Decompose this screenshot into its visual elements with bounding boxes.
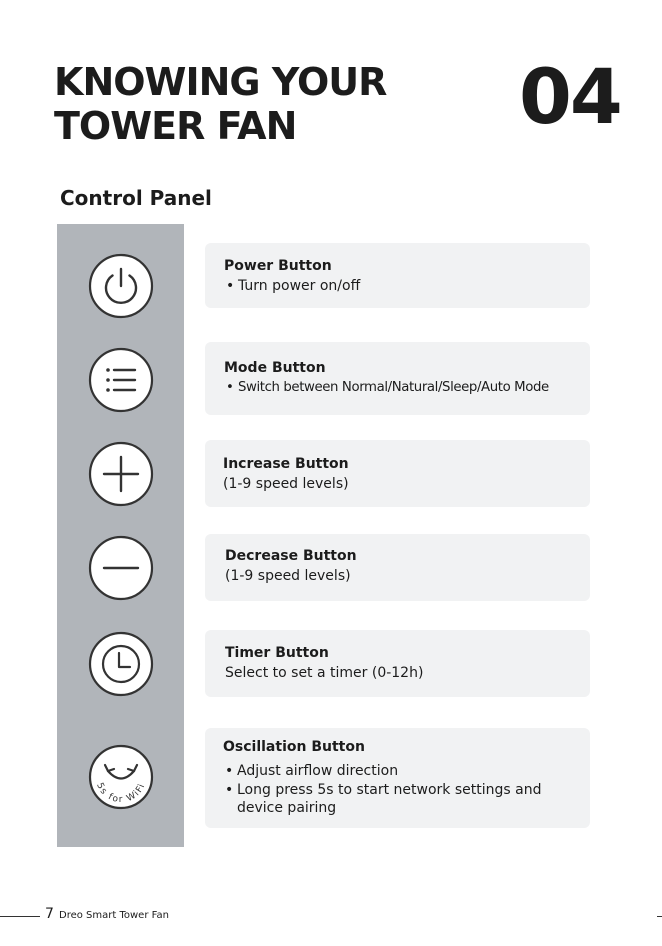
footer-rule-right: [657, 916, 662, 917]
title-line-1: KNOWING YOUR: [54, 60, 387, 104]
mode-list-icon: [88, 347, 154, 413]
card-bullet: • Long press 5s to start network settings and device pairing: [223, 781, 566, 817]
timer-button-card: [205, 630, 590, 697]
minus-icon: [88, 535, 154, 601]
title-line-2: TOWER FAN: [54, 104, 297, 148]
section-title: Control Panel: [60, 186, 212, 210]
card-title: Increase Button: [223, 456, 349, 472]
page-title: [54, 60, 386, 148]
section-number: 04: [519, 52, 621, 141]
footer-rule: [0, 916, 40, 917]
card-text: Select to set a timer (0-12h): [225, 665, 424, 681]
increase-button-card: [205, 440, 590, 507]
clock-icon: [88, 631, 154, 697]
mode-button-card: [205, 342, 590, 415]
page-number: 7: [45, 906, 54, 922]
footer-product: Dreo Smart Tower Fan: [59, 910, 169, 921]
power-button-card: [205, 243, 590, 308]
card-title: Mode Button: [224, 360, 326, 376]
card-title: Power Button: [224, 258, 332, 274]
card-title: Oscillation Button: [223, 739, 365, 755]
card-bullet: • Turn power on/off: [224, 276, 590, 296]
oscillation-icon-label: 5s for WiFi: [94, 781, 148, 806]
oscillation-button-card: [205, 728, 590, 828]
decrease-button-card: [205, 534, 590, 601]
card-title: Decrease Button: [225, 548, 357, 564]
plus-icon: [88, 441, 154, 507]
oscillation-icon: [88, 744, 154, 810]
card-bullet: • Adjust airflow direction: [223, 761, 566, 781]
card-bullet: • Switch between Normal/Natural/Sleep/Auto Mode: [224, 378, 590, 398]
card-text: (1-9 speed levels): [223, 476, 349, 492]
card-title: Timer Button: [225, 645, 329, 661]
card-text: (1-9 speed levels): [225, 568, 351, 584]
power-icon: [88, 253, 154, 319]
